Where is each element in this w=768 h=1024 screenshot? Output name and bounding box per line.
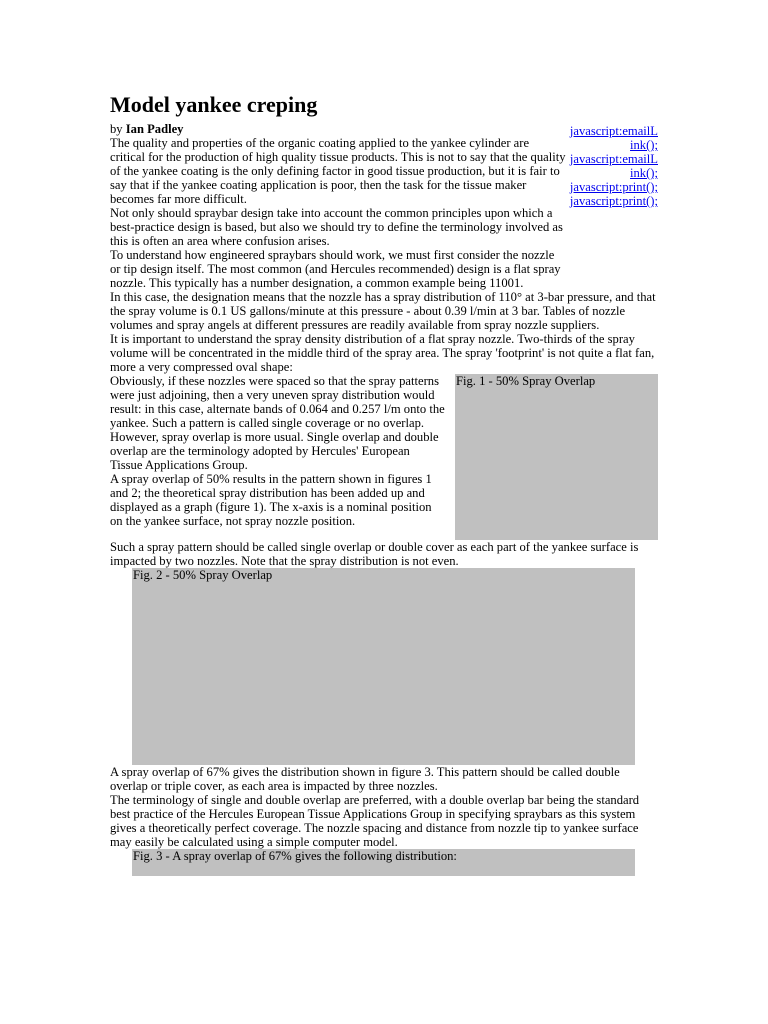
article	[110, 92, 658, 876]
paragraph-11: The terminology of single and double overlap are preferred, with a double overlap bar being the standard best practice of the Hercules European Tissue Applications Group in specifying spraybars as this system gives a theoretically perfect coverage. The nozzle spacing and distance from nozzle tip to yankee surface may easily be calculated using a simple computer model.	[110, 793, 640, 849]
paragraph-1: The quality and properties of the organic coating applied to the yankee cylinder are critical for the production of high quality tissue products. This is not to say that the quality of the yankee coating is the only defining factor in good tissue production, but it is fair to say that if the yankee coating application is poor, then the task for the tissue maker becomes far more difficult.	[110, 136, 566, 206]
email-link[interactable]: javascript:emailLink();	[569, 124, 658, 152]
paragraph-3: To understand how engineered spraybars should work, we must first consider the nozzle or tip design itself. The most common (and Hercules recommended) design is a flat spray nozzle. This typically has a number designation, a common example being 11001.	[110, 248, 561, 290]
byline-prefix: by	[110, 122, 123, 136]
paragraph-8: A spray overlap of 50% results in the pattern shown in figures 1 and 2; the theoretical spray distribution has been added up and displayed as a graph (figure 1). The x-axis is a nominal position on the yankee surface, not spray nozzle position.	[110, 472, 432, 528]
side-links	[568, 124, 658, 208]
figure-2-caption: Fig. 2 - 50% Spray Overlap	[133, 568, 273, 582]
paragraph-9: Such a spray pattern should be called single overlap or double cover as each part of the yankee surface is impacted by two nozzles. Note that the spray distribution is not even.	[110, 540, 639, 568]
print-link-2[interactable]: javascript:print();	[569, 194, 658, 208]
paragraph-6: Obviously, if these nozzles were spaced so that the spray patterns were just adjoining, then a very uneven spray distribution would result: in this case, alternate bands of 0.064 and 0.257 l/m onto the yankee. Such a pattern is called single coverage or no overlap.	[110, 374, 445, 430]
paragraph-7: However, spray overlap is more usual. Single overlap and double overlap are the terminology adopted by Hercules' European Tissue Applications Group.	[110, 430, 439, 472]
email-link-2[interactable]: javascript:emailLink();	[569, 152, 658, 180]
figure-3-caption: Fig. 3 - A spray overlap of 67% gives the following distribution:	[133, 849, 457, 863]
author-name: Ian Padley	[125, 122, 184, 136]
paragraph-4: In this case, the designation means that the nozzle has a spray distribution of 110° at 3-bar pressure, and that the spray volume is 0.1 US gallons/minute at this pressure - about 0.39 l/min at 3 bar. Tables of nozzle volumes and spray angels at different pressures are readily available from spray nozzle suppliers.	[110, 290, 656, 332]
figure-1-caption: Fig. 1 - 50% Spray Overlap	[456, 374, 596, 388]
print-link[interactable]: javascript:print();	[569, 180, 658, 194]
figure-1-placeholder	[455, 374, 658, 540]
paragraph-10: A spray overlap of 67% gives the distribution shown in figure 3. This pattern should be called double overlap or triple cover, as each area is impacted by three nozzles.	[110, 765, 620, 793]
paragraph-5: It is important to understand the spray density distribution of a flat spray nozzle. Two-thirds of the spray volume will be concentrated in the middle third of the spray area. The spray 'footprint' is not quite a flat fan, more a very compressed oval shape:	[110, 332, 655, 374]
figure-3-placeholder	[132, 849, 635, 876]
figure-2-placeholder	[132, 568, 635, 765]
paragraph-2: Not only should spraybar design take into account the common principles upon which a best-practice design is based, but also we should try to define the terminology involved as this is often an area where confusion arises.	[110, 206, 563, 248]
page-title: Model yankee creping	[110, 92, 318, 117]
